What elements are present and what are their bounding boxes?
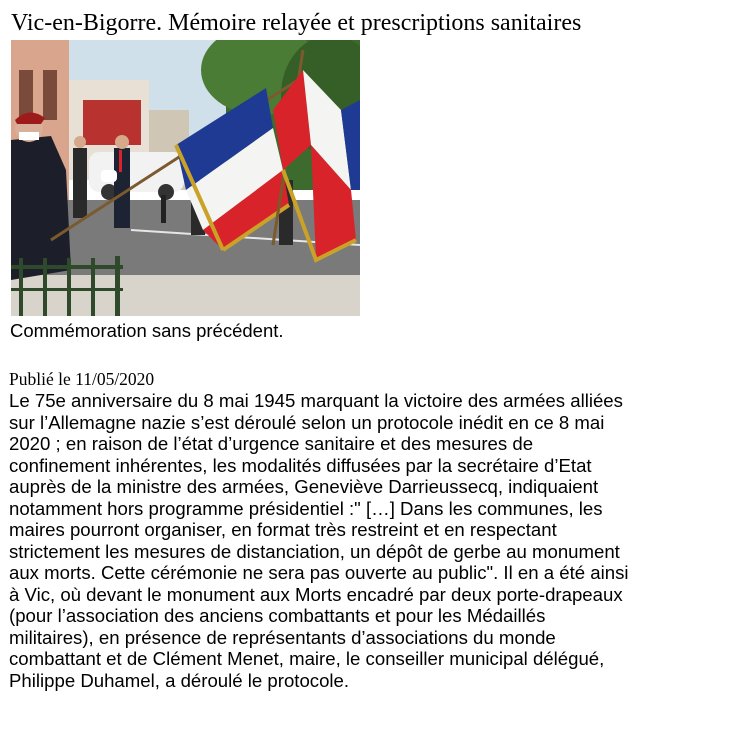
flag-ceremony-image — [11, 40, 360, 316]
body-line: Philippe Duhamel, a déroulé le protocole. — [9, 669, 350, 691]
body-line: à Vic, où devant le monument aux Morts encadré par deux porte-drapeaux — [9, 583, 623, 605]
published-date-value: 11/05/2020 — [75, 369, 155, 389]
body-line: militaires), en présence de représentants d’associations du monde — [9, 626, 556, 648]
body-line: aux morts. Cette cérémonie ne sera pas ouverte au public". Il en a été ainsi — [9, 562, 629, 583]
body-line: maires pourront organiser, en format très restreint et en respectant — [9, 519, 557, 540]
article-title: Vic-en-Bigorre. Mémoire relayée et prescriptions sanitaires — [11, 10, 582, 36]
body-line: sur l’Allemagne nazie s’est déroulé selon un protocole inédit en ce 8 mai — [9, 411, 605, 433]
photo-caption: Commémoration sans précédent. — [10, 320, 284, 341]
article-photo — [11, 40, 360, 316]
publication-date — [9, 369, 154, 389]
body-line: strictement les mesures de distanciation, un dépôt de gerbe au monument — [9, 540, 620, 562]
body-line: Le 75e anniversaire du 8 mai 1945 marquant la victoire des armées alliées — [9, 390, 623, 411]
body-line: (pour l’association des anciens combattants et pour les Médaillés — [9, 605, 546, 626]
body-line: auprès de la ministre des armées, Geneviève Darrieussecq, indiquaient — [9, 476, 599, 497]
body-line: notamment hors programme présidentiel :" […] Dans les communes, les — [9, 497, 603, 519]
body-line: 2020 ; en raison de l’état d’urgence sanitaire et des mesures de — [9, 433, 534, 454]
body-line: confinement inhérentes, les modalités diffusées par la secrétaire d’Etat — [9, 454, 592, 476]
article-body — [9, 390, 729, 691]
published-label: Publié le — [9, 369, 71, 389]
body-line: combattant et de Clément Menet, maire, le conseiller municipal délégué, — [9, 648, 605, 669]
